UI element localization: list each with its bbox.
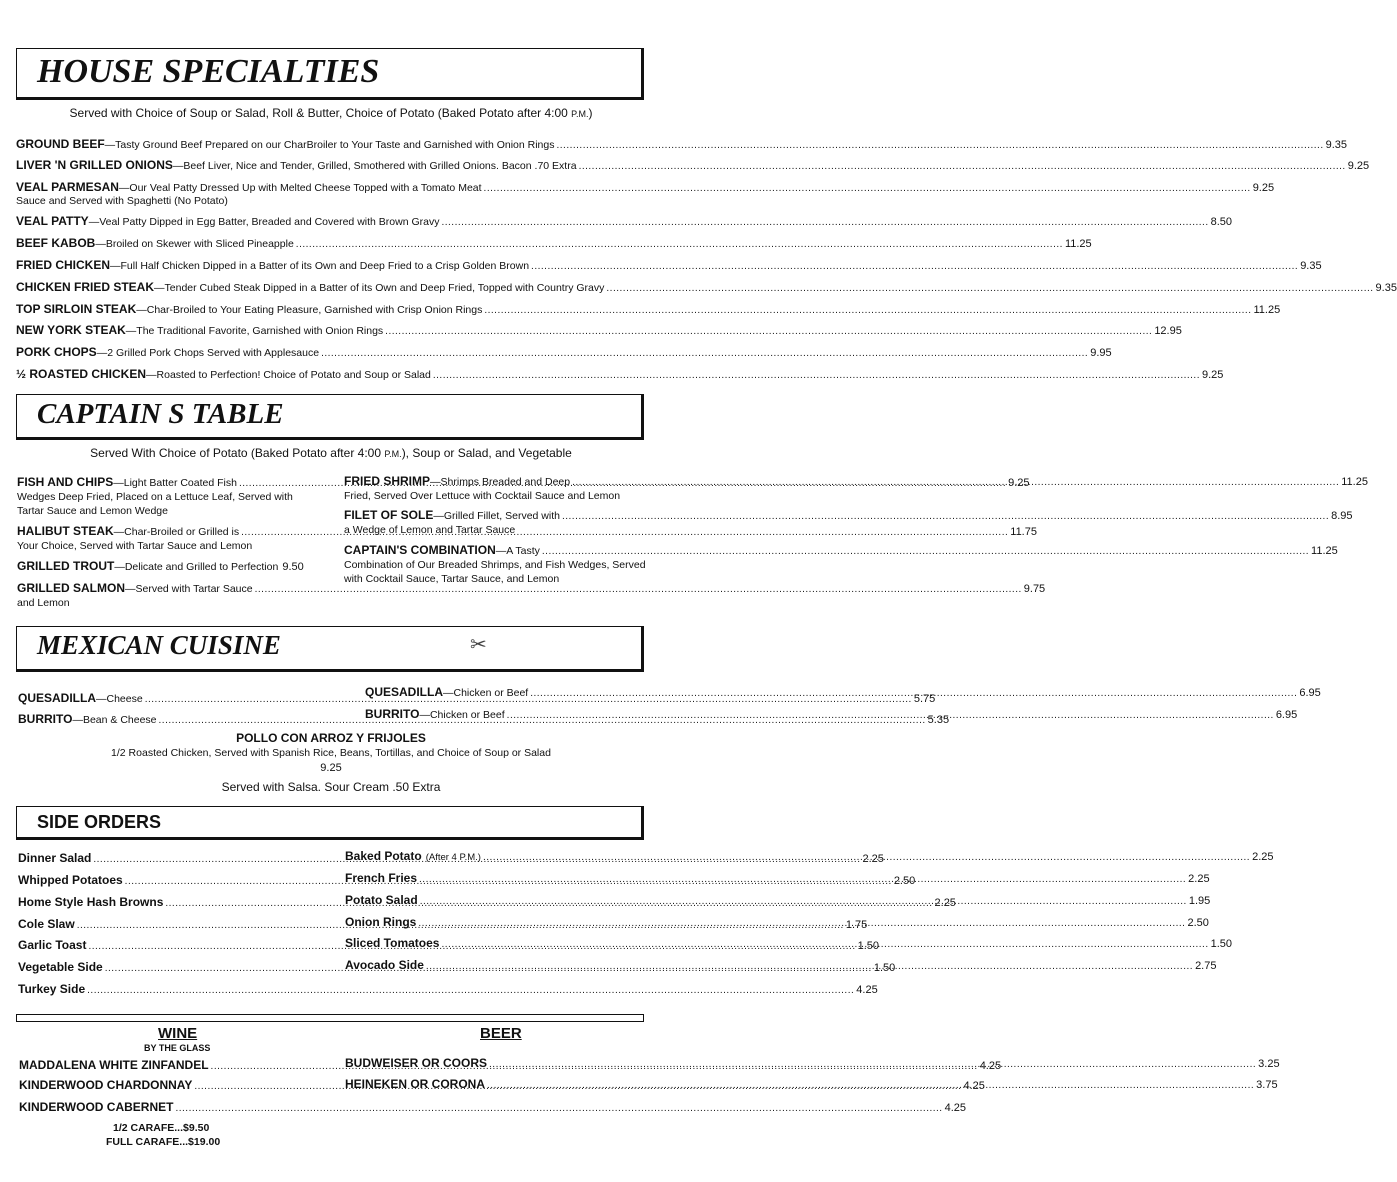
side-order-item	[345, 936, 1233, 952]
item-price: 9.35	[1325, 139, 1348, 151]
item-price: 1.50	[1210, 938, 1233, 950]
item-name: Turkey Side	[18, 982, 86, 996]
pollo-title: POLLO CON ARROZ Y FRIJOLES	[236, 731, 426, 745]
item-name: KINDERWOOD CABERNET	[19, 1100, 174, 1114]
pollo-description: 1/2 Roasted Chicken, Served with Spanish Rice, Beans, Tortillas, and Choice of Soup or Salad	[111, 747, 551, 759]
dot-leader	[542, 545, 1309, 559]
item-description: —Beef Liver, Nice and Tender, Grilled, Smothered with Grilled Onions. Bacon .70 Extra	[172, 160, 577, 172]
item-description-continued: Your Choice, Served with Tartar Sauce and Lemon	[17, 540, 253, 552]
beer-title: BEER	[480, 1025, 522, 1042]
item-price: 4.25	[856, 984, 878, 996]
item-description-continued: Combination of Our Breaded Shrimps, and Fish Wedges, Served	[344, 559, 646, 571]
captains-table-banner	[16, 394, 644, 440]
item-name: KINDERWOOD CHARDONNAY	[19, 1078, 193, 1092]
wine-subtitle: BY THE GLASS	[144, 1043, 211, 1053]
item-name: FILET OF SOLE	[344, 508, 434, 522]
item-price: 9.35	[1375, 282, 1397, 294]
drinks-banner	[16, 1014, 644, 1022]
item-name: ½ ROASTED CHICKEN	[16, 367, 147, 381]
item-price: 8.50	[1210, 216, 1233, 228]
item-description: —Light Batter Coated Fish	[113, 477, 237, 489]
dot-leader	[484, 304, 1251, 318]
item-name: Avocado Side	[345, 958, 424, 972]
item-name: Baked Potato	[345, 849, 422, 863]
menu-item	[344, 508, 1353, 524]
menu-item	[16, 345, 1112, 361]
side-order-item	[345, 849, 1274, 865]
item-price: 4.25	[963, 1080, 985, 1092]
menu-item	[17, 559, 304, 575]
item-price: 4.25	[979, 1060, 1002, 1072]
item-name: Onion Rings	[345, 915, 417, 929]
item-price: 2.50	[1187, 917, 1209, 929]
item-name: MADDALENA WHITE ZINFANDEL	[19, 1058, 209, 1072]
item-description: —Our Veal Patty Dressed Up with Melted Cheese Topped with a Tomato Meat	[118, 182, 482, 194]
item-name: BURRITO	[18, 712, 73, 726]
item-description: —Full Half Chicken Dipped in a Batter of its Own and Deep Fried to a Crisp Golden Brown	[110, 260, 530, 272]
item-price: 2.25	[1188, 873, 1210, 885]
dot-leader	[562, 510, 1329, 524]
item-price: 5.35	[927, 714, 950, 726]
item-name: PORK CHOPS	[16, 345, 97, 359]
item-price: 1.95	[1188, 895, 1211, 907]
item-description: —Tasty Ground Beef Prepared on our CharBroiler to Your Taste and Garnished with Onion Rings	[104, 139, 555, 151]
salsa-note: Served with Salsa. Sour Cream .50 Extra	[221, 780, 441, 794]
dot-leader	[484, 182, 1251, 196]
dot-leader	[507, 709, 1274, 723]
item-price: 11.25	[1341, 476, 1368, 488]
item-description: —2 Grilled Pork Chops Served with Applesauce	[96, 347, 320, 359]
mexican-cuisine-banner	[16, 626, 644, 672]
item-price: 4.25	[944, 1102, 967, 1114]
item-price: 11.25	[1311, 545, 1338, 557]
dot-leader	[530, 687, 1297, 701]
menu-item	[16, 236, 1092, 252]
item-description-continued: a Wedge of Lemon and Tartar Sauce	[344, 524, 516, 536]
item-name: FISH AND CHIPS	[17, 475, 114, 489]
dot-leader	[483, 851, 1250, 865]
item-price: 11.75	[1010, 526, 1037, 538]
dot-leader	[579, 160, 1346, 174]
dot-leader	[419, 873, 1186, 887]
item-description: —Cheese	[96, 693, 143, 705]
item-description: —Served with Tartar Sauce	[125, 583, 253, 595]
item-description: —Char-Broiled to Your Eating Pleasure, Garnished with Crisp Onion Rings	[136, 304, 483, 316]
wine-title: WINE	[158, 1025, 198, 1042]
item-price: 9.95	[1090, 347, 1112, 359]
item-price: 9.25	[1252, 182, 1275, 194]
item-description: —Tender Cubed Steak Dipped in a Batter of its Own and Deep Fried, Topped with Country Gravy	[154, 282, 605, 294]
dot-leader	[175, 1102, 942, 1116]
dot-leader	[606, 282, 1373, 296]
dot-leader	[87, 984, 854, 998]
item-description-continued: Fried, Served Over Lettuce with Cocktail Sauce and Lemon	[344, 490, 621, 502]
dot-leader	[489, 1058, 1256, 1072]
item-description-continued: Tartar Sauce and Lemon Wedge	[17, 505, 168, 517]
item-name: QUESADILLA	[365, 685, 443, 699]
item-name: BUDWEISER OR COORS	[345, 1056, 488, 1070]
dot-leader	[572, 476, 1339, 490]
item-name: Vegetable Side	[18, 960, 103, 974]
item-price: 9.25	[1008, 477, 1030, 489]
item-description-continued: Wedges Deep Fried, Placed on a Lettuce Leaf, Served with	[17, 491, 293, 503]
house-specialties-banner	[16, 48, 644, 100]
item-name: FRIED CHICKEN	[16, 258, 111, 272]
dot-leader	[420, 895, 1187, 909]
dot-leader	[441, 938, 1208, 952]
item-name: Potato Salad	[345, 893, 418, 907]
item-description: —Chicken or Beef	[443, 687, 529, 699]
item-description: —Veal Patty Dipped in Egg Batter, Breaded and Covered with Brown Gravy	[88, 216, 440, 228]
item-name: QUESADILLA	[18, 691, 96, 705]
item-name: LIVER 'N GRILLED ONIONS	[16, 158, 173, 172]
menu-item	[344, 543, 1338, 559]
item-description-continued: Sauce and Served with Spaghetti (No Potato)	[16, 195, 228, 207]
item-description-continued: with Cocktail Sauce, Tartar Sauce, and Lemon	[344, 573, 560, 585]
dot-leader	[418, 917, 1185, 931]
item-price: 9.25	[1202, 369, 1224, 381]
item-price: 12.95	[1154, 325, 1182, 337]
section-title: HOUSE SPECIALTIES	[37, 53, 380, 90]
item-price: 11.25	[1064, 238, 1092, 250]
item-name: CHICKEN FRIED STEAK	[16, 280, 155, 294]
item-price: 2.50	[893, 875, 916, 887]
dot-leader	[426, 960, 1193, 974]
item-description: —Char-Broiled or Grilled is	[113, 526, 240, 538]
item-price: 9.50	[282, 561, 304, 573]
menu-item	[16, 302, 1281, 318]
dot-leader	[433, 369, 1200, 383]
item-name: VEAL PATTY	[16, 214, 89, 228]
item-name: Sliced Tomatoes	[345, 936, 440, 950]
half-carafe: 1/2 CARAFE...$9.50	[113, 1122, 210, 1134]
item-price: 6.95	[1275, 709, 1298, 721]
menu-item	[16, 258, 1322, 274]
item-price: 9.75	[1023, 583, 1046, 595]
item-price: 3.75	[1256, 1079, 1278, 1091]
wine-item	[19, 1100, 967, 1116]
item-description-continued: and Lemon	[17, 597, 70, 609]
section-title: SIDE ORDERS	[37, 812, 162, 832]
menu-item	[17, 581, 1046, 597]
dot-leader	[321, 347, 1088, 361]
item-description: —Shrimps Breaded and Deep	[430, 476, 571, 488]
menu-item	[16, 280, 1397, 296]
item-name: Whipped Potatoes	[18, 873, 123, 887]
dot-leader	[531, 260, 1298, 274]
dot-leader	[556, 139, 1323, 153]
item-price: 1.50	[857, 940, 880, 952]
item-price: 9.25	[1347, 160, 1370, 172]
section-title: CAPTAIN S TABLE	[37, 398, 284, 430]
dot-leader	[441, 216, 1208, 230]
item-price: 2.25	[862, 853, 884, 865]
item-note: (After 4 P.M.)	[425, 852, 481, 863]
item-name: French Fries	[345, 871, 418, 885]
menu-item	[16, 137, 1348, 153]
item-price: 8.95	[1331, 510, 1353, 522]
house-subtitle: Served with Choice of Soup or Salad, Roll & Butter, Choice of Potato (Baked Potato after 4:00 P.M.)	[69, 106, 593, 120]
item-price: 6.95	[1299, 687, 1321, 699]
pollo-price: 9.25	[320, 762, 342, 774]
item-price: 2.25	[1252, 851, 1274, 863]
item-name: Cole Slaw	[18, 917, 75, 931]
captain-subtitle: Served With Choice of Potato (Baked Potato after 4:00 P.M.), Soup or Salad, and Vegetable	[90, 446, 572, 460]
dot-leader	[296, 238, 1063, 252]
item-name: Home Style Hash Browns	[18, 895, 164, 909]
item-price: 2.25	[934, 897, 956, 909]
item-name: CAPTAIN'S COMBINATION	[344, 543, 496, 557]
item-name: FRIED SHRIMP	[344, 474, 431, 488]
item-price: 2.75	[1195, 960, 1217, 972]
item-name: Dinner Salad	[18, 851, 92, 865]
item-price: 1.75	[845, 919, 868, 931]
item-name: GRILLED SALMON	[17, 581, 125, 595]
item-name: BURRITO	[365, 707, 420, 721]
item-price: 3.25	[1258, 1058, 1280, 1070]
item-name: BEEF KABOB	[16, 236, 96, 250]
item-name: Garlic Toast	[18, 938, 87, 952]
item-description: —Broiled on Skewer with Sliced Pineapple	[95, 238, 294, 250]
item-name: GROUND BEEF	[16, 137, 105, 151]
item-description: —Roasted to Perfection! Choice of Potato and Soup or Salad	[146, 369, 431, 381]
scissors-icon: ✂	[470, 634, 487, 656]
side-order-item	[18, 982, 878, 998]
item-description: —Delicate and Grilled to Perfection	[114, 561, 279, 573]
item-description: —Grilled Fillet, Served with	[433, 510, 560, 522]
dot-leader	[487, 1079, 1254, 1093]
item-name: VEAL PARMESAN	[16, 180, 119, 194]
item-name: HEINEKEN OR CORONA	[345, 1077, 486, 1091]
full-carafe: FULL CARAFE...$19.00	[106, 1136, 221, 1148]
section-title: MEXICAN CUISINE	[37, 630, 281, 660]
dot-leader	[385, 325, 1152, 339]
menu-item	[16, 214, 1233, 230]
item-description: —Bean & Cheese	[72, 714, 157, 726]
item-name: TOP SIRLOIN STEAK	[16, 302, 137, 316]
menu-item	[16, 367, 1224, 383]
menu-item	[16, 323, 1182, 339]
item-price: 5.75	[913, 693, 936, 705]
item-name: NEW YORK STEAK	[16, 323, 126, 337]
side-orders-banner	[16, 806, 644, 840]
item-name: HALIBUT STEAK	[17, 524, 114, 538]
item-price: 9.35	[1300, 260, 1322, 272]
item-description: —A Tasty	[495, 545, 540, 557]
item-price: 1.50	[873, 962, 896, 974]
menu-item	[16, 158, 1370, 174]
item-name: GRILLED TROUT	[17, 559, 115, 573]
item-description: —Chicken or Beef	[419, 709, 505, 721]
item-description: —The Traditional Favorite, Garnished with Onion Rings	[125, 325, 384, 337]
item-price: 11.25	[1253, 304, 1281, 316]
